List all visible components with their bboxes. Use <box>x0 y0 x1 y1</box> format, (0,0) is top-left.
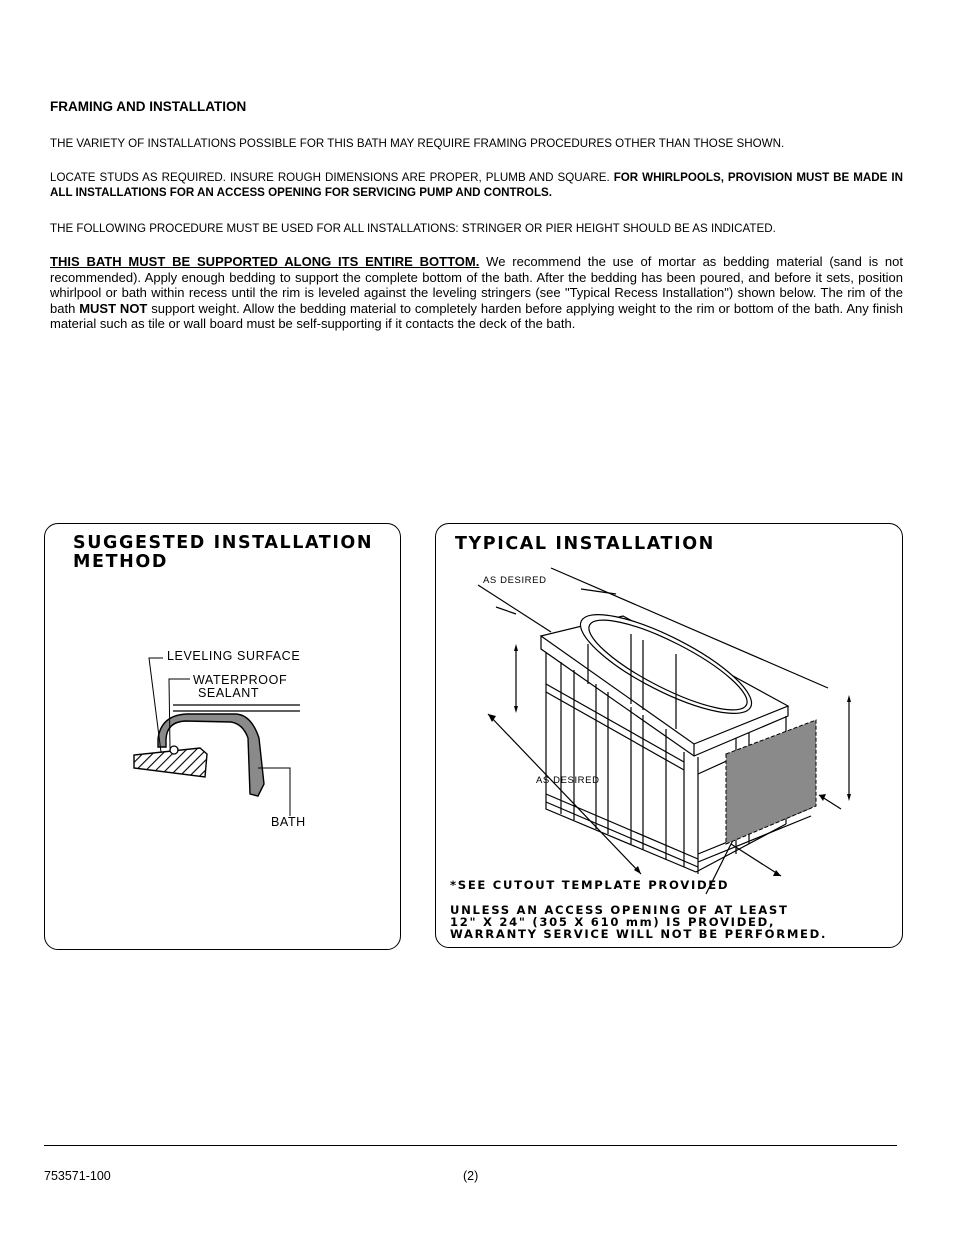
support-warning: THIS BATH MUST BE SUPPORTED ALONG ITS ENTIRE BOTTOM. <box>50 254 480 269</box>
as-desired-top-label: AS DESIRED <box>483 575 547 586</box>
access-note-line-2: 12" X 24" (305 X 610 mm) IS PROVIDED, <box>450 915 776 929</box>
access-note-line-1: UNLESS AN ACCESS OPENING OF AT LEAST <box>450 903 789 917</box>
sealant-diagram <box>45 524 399 948</box>
leveling-surface-label: LEVELING SURFACE <box>167 649 301 663</box>
must-not-text: MUST NOT <box>79 300 148 316</box>
support-text-1: We recommend the use of mortar as bedding material (sand is not recommended). Apply enough bedding to support the complete bottom of the bath. After the bedding has been poured, and before it sets, position whirlpool or bath within recess until the rim is leveled against the leveling stringers (see "Typical Recess Installation") shown below. The rim of the bath <box>50 254 903 316</box>
paragraph-procedure: THE FOLLOWING PROCEDURE MUST BE USED FOR ALL INSTALLATIONS: STRINGER OR PIER HEIGHT SHOULD BE AS INDICATED. <box>50 222 776 235</box>
studs-text: LOCATE STUDS AS REQUIRED. INSURE ROUGH DIMENSIONS ARE PROPER, PLUMB AND SQUARE. <box>50 171 614 184</box>
paragraph-support <box>50 254 903 332</box>
typical-installation-panel <box>435 523 903 948</box>
page-number: (2) <box>463 1169 479 1183</box>
paragraph-variety: THE VARIETY OF INSTALLATIONS POSSIBLE FOR THIS BATH MAY REQUIRE FRAMING PROCEDURES OTHER THAN THOSE SHOWN. <box>50 137 785 150</box>
bath-label: BATH <box>271 815 306 829</box>
sealant-label: SEALANT <box>198 686 260 700</box>
part-number: 753571-100 <box>44 1169 111 1183</box>
suggested-installation-title: SUGGESTED INSTALLATION METHOD <box>73 533 374 572</box>
suggested-installation-panel <box>44 523 401 950</box>
footer-rule <box>44 1145 897 1146</box>
sealant-bead <box>170 746 178 754</box>
typical-installation-title: TYPICAL INSTALLATION <box>455 534 715 554</box>
section-heading: FRAMING AND INSTALLATION <box>50 99 247 114</box>
paragraph-studs <box>50 170 903 200</box>
access-note-line-3: WARRANTY SERVICE WILL NOT BE PERFORMED. <box>450 927 828 941</box>
support-text-2: support weight. Allow the bedding material to completely harden before applying weight to the rim or bottom of the bath. Any finish material such as tile or wall board must be self-supporting if it contacts the deck of the bath. <box>50 300 903 332</box>
cutout-template-note: *SEE CUTOUT TEMPLATE PROVIDED <box>450 878 730 892</box>
as-desired-bottom-label: AS DESIRED <box>536 775 600 786</box>
waterproof-label: WATERPROOF <box>193 673 288 687</box>
whirlpool-warning: FOR WHIRLPOOLS, PROVISION MUST BE MADE IN ALL INSTALLATIONS FOR AN ACCESS OPENING FOR SERVICING PUMP AND CONTROLS. <box>50 171 903 199</box>
